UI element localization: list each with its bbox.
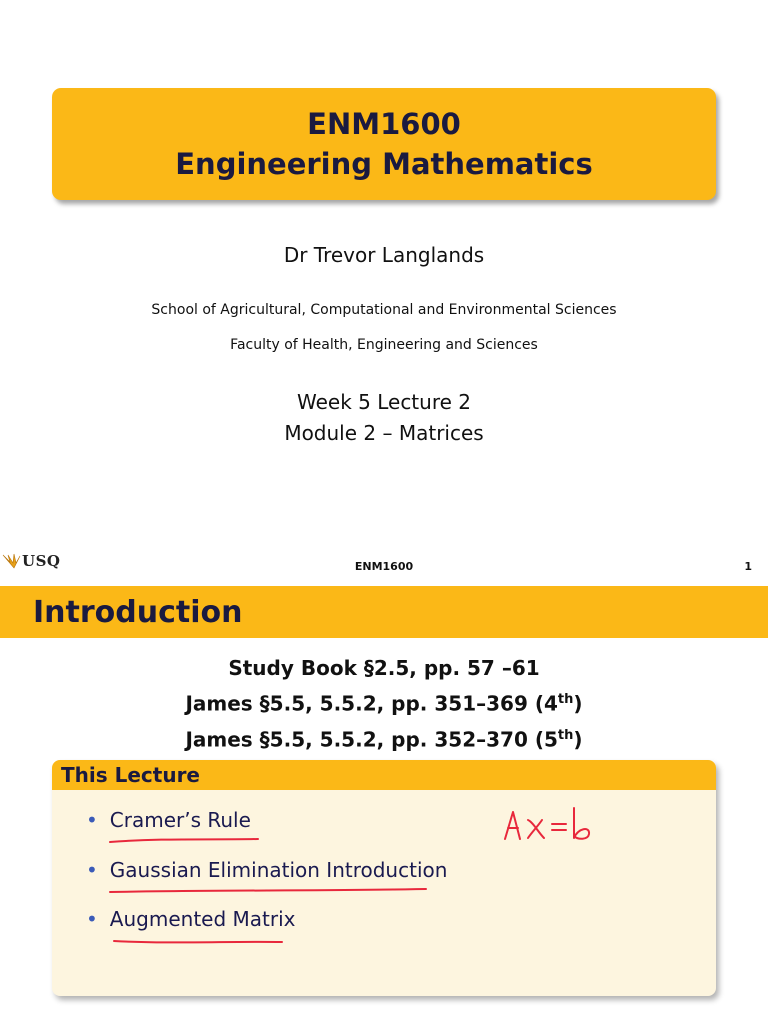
slide-footer	[0, 548, 768, 574]
item-label: Gaussian Elimination Introduction	[109, 858, 448, 882]
reference-study-book: Study Book §2.5, pp. 57 –61	[228, 656, 540, 680]
list-item	[86, 907, 295, 931]
footer-course: ENM1600	[354, 560, 414, 573]
underline-augmented	[114, 941, 282, 942]
handwriting-text: Ax=b	[547, 860, 550, 861]
item-label: Augmented Matrix	[109, 907, 296, 931]
block-title: This Lecture	[52, 760, 716, 790]
bullet-icon: •	[86, 907, 98, 931]
page-number: 1	[744, 560, 752, 573]
list-item	[86, 858, 447, 882]
course-name: Engineering Mathematics	[175, 147, 593, 181]
underline-cramers-rule	[110, 839, 258, 842]
item-label: Cramer’s Rule	[109, 808, 251, 832]
week-lecture: Week 5 Lecture 2	[296, 390, 471, 414]
list-item	[86, 808, 251, 832]
reference-james-4th: James §5.5, 5.5.2, pp. 351–369 (4th)	[185, 691, 583, 716]
course-code: ENM1600	[307, 107, 461, 141]
title-box	[52, 88, 716, 200]
school-name: School of Agricultural, Computational and Environmental Sciences	[151, 302, 617, 318]
logo-text: USQ	[22, 552, 61, 570]
bullet-icon: •	[86, 858, 98, 882]
lecture-info	[0, 387, 768, 449]
this-lecture-block	[52, 760, 716, 996]
author-name: Dr Trevor Langlands	[283, 243, 485, 267]
underline-gaussian	[110, 889, 426, 892]
reference-james-5th: James §5.5, 5.5.2, pp. 352–370 (5th)	[185, 727, 583, 752]
handwritten-equation	[505, 808, 589, 839]
frame-title: Introduction	[0, 586, 768, 638]
references	[0, 653, 768, 755]
module-name: Module 2 – Matrices	[284, 421, 484, 445]
introduction-slide	[0, 576, 768, 1024]
faculty-name: Faculty of Health, Engineering and Sciences	[230, 337, 538, 353]
bullet-icon: •	[86, 808, 98, 832]
